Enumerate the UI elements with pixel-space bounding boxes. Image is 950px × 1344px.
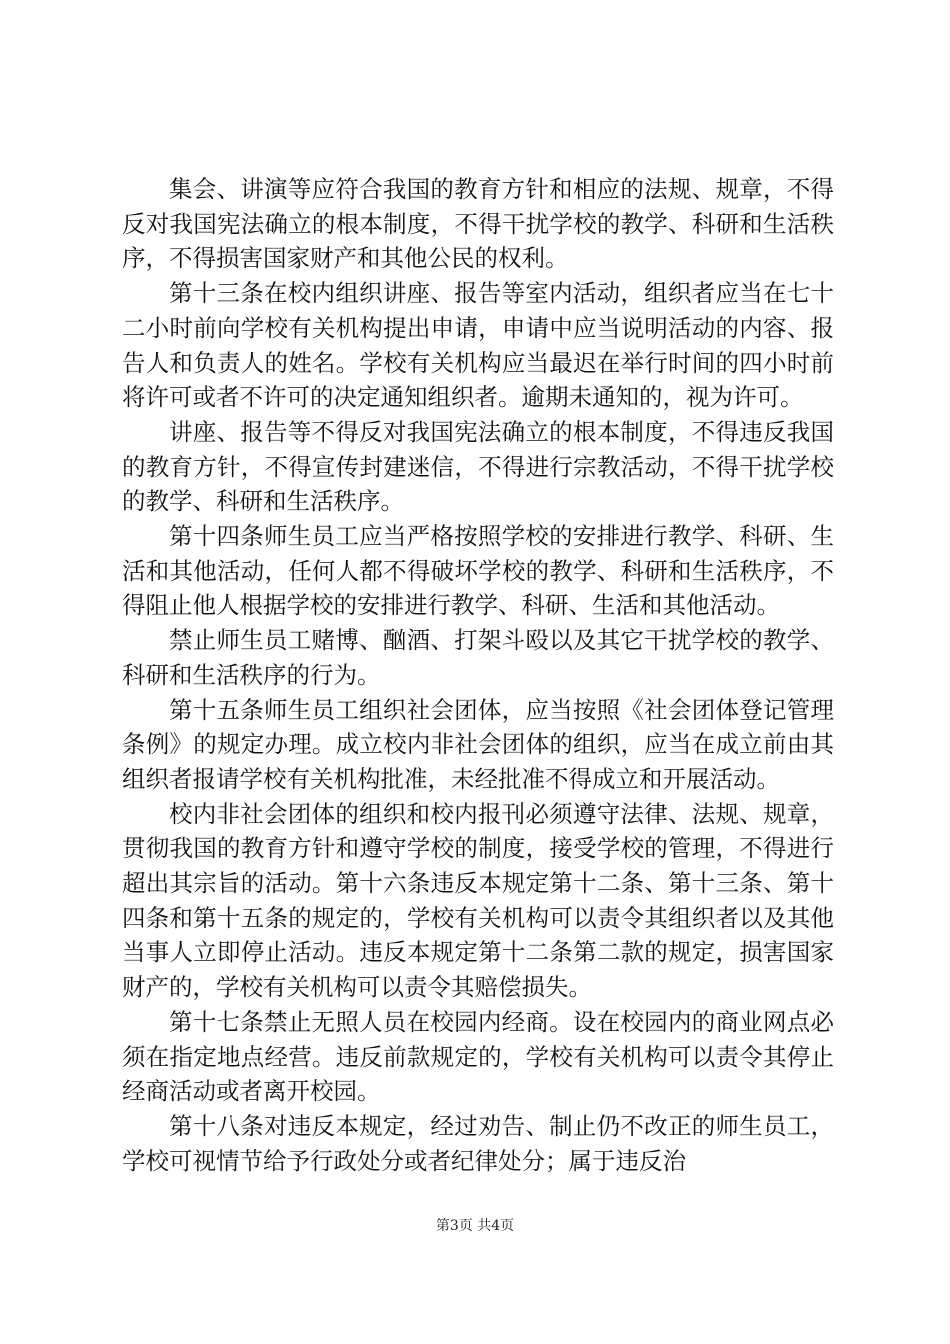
paragraph-8: 第十七条禁止无照人员在校园内经商。设在校园内的商业网点必须在指定地点经营。违反前款规定的，学校有关机构可以责令其停止经商活动或者离开校园。 [122,1007,834,1106]
paragraph-2: 第十三条在校内组织讲座、报告等室内活动，组织者应当在七十二小时前向学校有关机构提出申请，申请中应当说明活动的内容、报告人和负责人的姓名。学校有关机构应当最迟在举行时间的四小时前将许可或者不许可的决定通知组织者。逾期未通知的，视为许可。 [122,279,834,412]
paragraph-4: 第十四条师生员工应当严格按照学校的安排进行教学、科研、生活和其他活动，任何人都不得破坏学校的教学、科研和生活秩序，不得阻止他人根据学校的安排进行教学、科研、生活和其他活动。 [122,522,834,620]
paragraph-5: 禁止师生员工赌博、酗酒、打架斗殴以及其它干扰学校的教学、科研和生活秩序的行为。 [122,626,834,689]
paragraph-3: 讲座、报告等不得反对我国宪法确立的根本制度，不得违反我国的教育方针，不得宣传封建迷信，不得进行宗教活动，不得干扰学校的教学、科研和生活秩序。 [122,417,834,516]
paragraph-7: 校内非社会团体的组织和校内报刊必须遵守法律、法规、规章，贯彻我国的教育方针和遵守学校的制度，接受学校的管理，不得进行超出其宗旨的活动。第十六条违反本规定第十二条、第十三条、第十四条和第十五条的规定的，学校有关机构可以责令其组织者以及其他当事人立即停止活动。违反本规定第十二条第二款的规定，损害国家财产的，学校有关机构可以责令其赔偿损失。 [122,799,834,1002]
page-number-footer: 第3页 共4页 [435,1218,515,1234]
paragraph-6: 第十五条师生员工组织社会团体，应当按照《社会团体登记管理条例》的规定办理。成立校内非社会团体的组织，应当在成立前由其组织者报请学校有关机构批准，未经批准不得成立和开展活动。 [122,695,834,793]
paragraph-9: 第十八条对违反本规定，经过劝告、制止仍不改正的师生员工，学校可视情节给予行政处分或者纪律处分；属于违反治 [122,1111,834,1175]
document-body [122,172,834,1178]
paragraph-1: 集会、讲演等应符合我国的教育方针和相应的法规、规章，不得反对我国宪法确立的根本制度，不得干扰学校的教学、科研和生活秩序，不得损害国家财产和其他公民的权利。 [122,175,834,273]
